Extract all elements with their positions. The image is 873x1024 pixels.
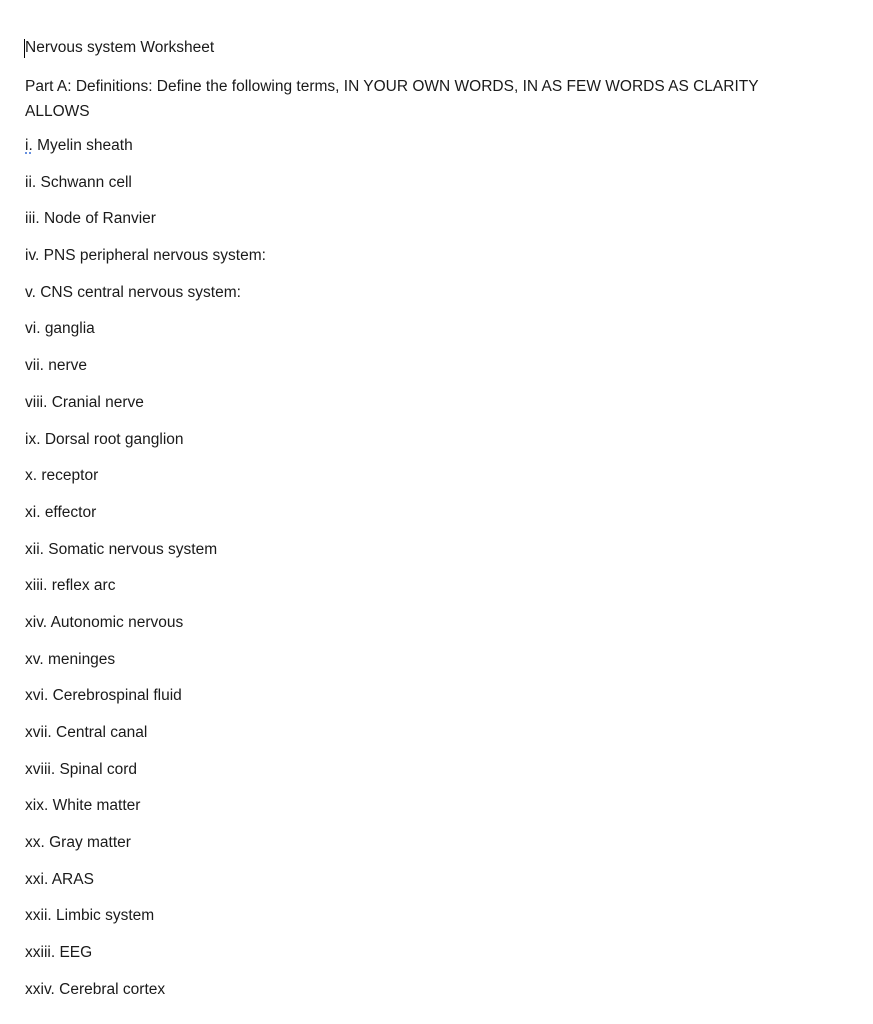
term-text: CNS central nervous system: [40,283,241,301]
term-number: v. [25,283,36,301]
list-item [25,465,266,502]
worksheet-title-line[interactable] [25,38,214,58]
list-item [25,832,266,869]
term-number: xi. [25,503,41,521]
list-item [25,429,266,466]
term-number: ix. [25,430,41,448]
term-text: receptor [41,467,99,485]
term-text: White matter [52,797,141,815]
list-item [25,539,266,576]
list-item [25,759,266,796]
list-item [25,245,266,282]
list-item [25,685,266,722]
list-item [25,575,266,612]
term-text: Cerebral cortex [59,980,166,998]
term-text: Central canal [56,724,148,741]
term-number: xxii. [25,907,52,925]
list-item [25,355,266,392]
term-number: iv. [25,247,40,265]
term-text: reflex arc [51,577,116,595]
term-number: xvii. [25,724,52,741]
term-number: vi. [25,320,41,338]
list-item [25,905,266,942]
term-text: Limbic system [56,907,155,925]
term-text: Cerebrospinal fluid [52,687,182,705]
term-number: xvi. [25,687,49,705]
list-item [25,172,266,209]
list-item [25,612,266,649]
list-item [25,795,266,832]
term-number: viii. [25,393,48,411]
term-number: iii. [25,210,40,228]
list-item [25,722,266,759]
list-item [25,942,266,979]
term-text: Cranial nerve [51,393,144,411]
list-item [25,282,266,319]
list-item [25,979,266,1016]
text-cursor [24,39,25,58]
term-text: ARAS [51,870,94,888]
list-item [25,869,266,906]
term-text: Somatic nervous system [48,540,218,558]
term-text: Myelin sheath [37,137,133,154]
term-number: xii. [25,540,44,558]
term-text: Schwann cell [40,173,132,191]
term-number: x. [25,467,38,485]
list-item [25,392,266,429]
term-list [25,135,266,1016]
term-text: nerve [48,357,88,375]
term-number: xiv. [25,613,48,631]
list-item [25,649,266,686]
term-number: xxi. [25,870,49,888]
term-text: Node of Ranvier [43,210,156,228]
term-number: xv. [25,650,44,668]
term-number: i. [25,137,33,154]
term-number: xx. [25,834,45,852]
list-item [25,208,266,245]
worksheet-title: Nervous system Worksheet [25,39,215,56]
list-item [25,318,266,355]
term-number: ii. [25,173,37,191]
term-text: ganglia [44,320,95,338]
term-text: Gray matter [49,834,131,852]
term-text: Spinal cord [59,760,137,778]
term-number: vii. [25,357,44,375]
term-text: EEG [59,944,93,962]
term-number: xix. [25,797,49,815]
instructions-paragraph: Part A: Definitions: Define the following terms, IN YOUR OWN WORDS, IN AS FEW WORDS AS CLARITY ALLOWS [25,78,759,120]
term-number: xviii. [25,760,56,778]
term-text: effector [44,503,97,521]
list-item [25,135,266,172]
term-number: xxiv. [25,980,55,998]
term-text: meninges [47,650,116,668]
term-number: xxiii. [25,944,56,962]
term-text: Dorsal root ganglion [44,430,184,448]
term-text: PNS peripheral nervous system: [43,247,266,265]
term-number: xiii. [25,577,48,595]
list-item [25,502,266,539]
term-text: Autonomic nervous [50,613,184,631]
